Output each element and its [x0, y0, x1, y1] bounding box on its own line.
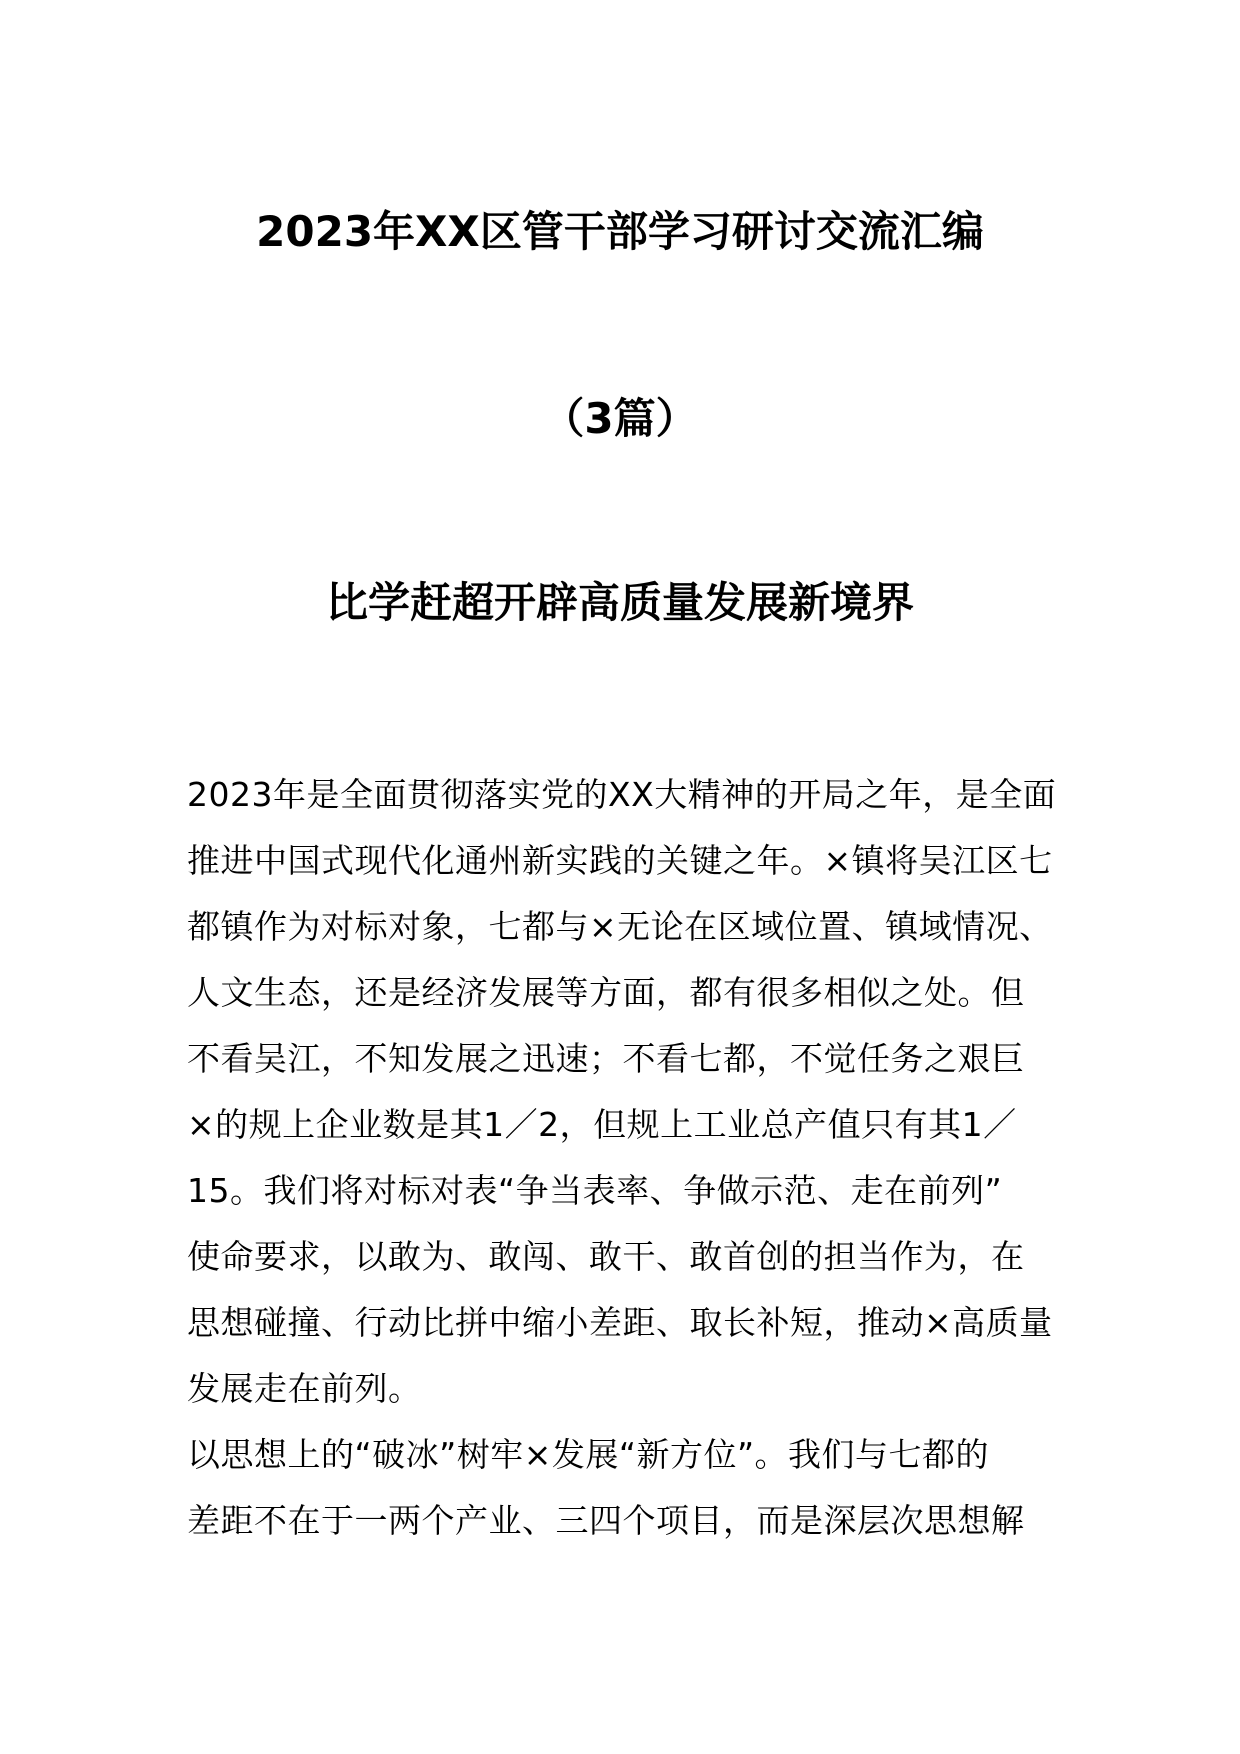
- body-line: 不看吴江，不知发展之迅速；不看七都，不觉任务之艰巨: [187, 1039, 1025, 1078]
- body-line: 思想碰撞、行动比拼中缩小差距、取长补短，推动×高质量: [187, 1303, 1053, 1342]
- body-line: 推进中国式现代化通州新实践的关键之年。×镇将吴江区七: [187, 841, 1053, 880]
- document-title: 2023年XX区管干部学习研讨交流汇编: [256, 207, 984, 256]
- body-line: 差距不在于一两个产业、三四个项目，而是深层次思想解: [187, 1501, 1025, 1540]
- article-title: 比学赶超开辟高质量发展新境界: [325, 578, 914, 627]
- body-line: 人文生态，还是经济发展等方面，都有很多相似之处。但: [187, 973, 1025, 1012]
- document-count: （3篇）: [542, 394, 698, 443]
- body-line: 使命要求，以敢为、敢闯、敢干、敢首创的担当作为，在: [187, 1237, 1025, 1276]
- article-body: [187, 762, 1057, 1554]
- body-line: 以思想上的“破冰”树牢×发展“新方位”。我们与七都的: [187, 1435, 990, 1474]
- body-line: 15。我们将对标对表“争当表率、争做示范、走在前列”: [187, 1171, 1003, 1210]
- body-line: 都镇作为对标对象，七都与×无论在区域位置、镇域情况、: [187, 907, 1053, 946]
- body-line: 发展走在前列。: [187, 1369, 422, 1408]
- body-line: 2023年是全面贯彻落实党的XX大精神的开局之年，是全面: [187, 775, 1057, 814]
- body-line: ×的规上企业数是其1／2，但规上工业总产值只有其1／: [187, 1105, 1017, 1144]
